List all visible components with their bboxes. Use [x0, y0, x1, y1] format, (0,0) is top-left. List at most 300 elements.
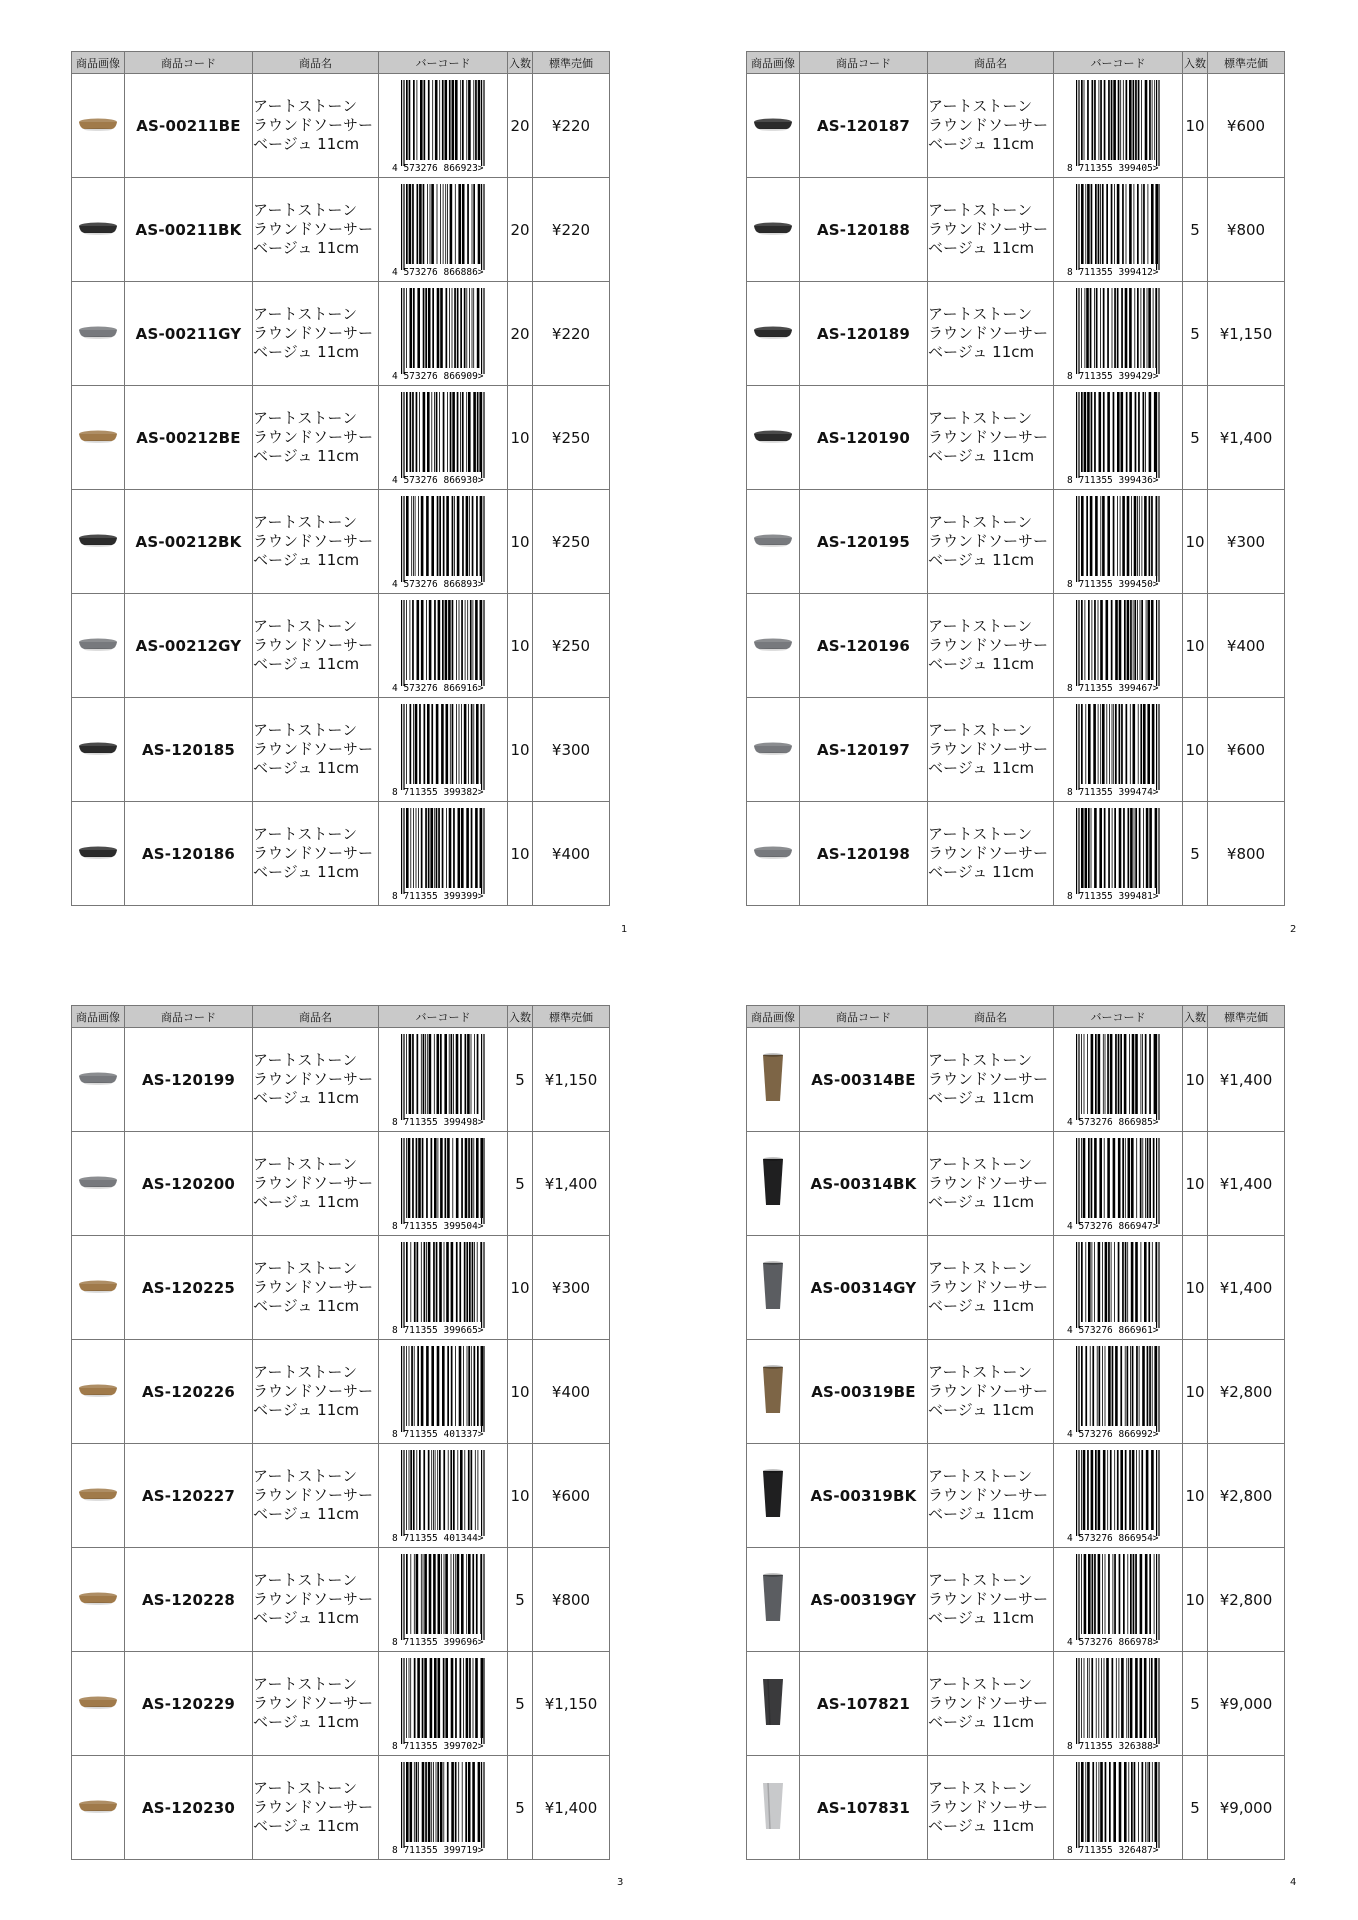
price: ¥220 — [533, 282, 610, 386]
barcode-number: 4 573276 866954> — [1067, 1532, 1159, 1544]
product-name-line: ラウンドソーサー — [928, 116, 1049, 134]
table-row — [72, 594, 610, 698]
saucer-black-icon — [750, 407, 796, 465]
product-name — [253, 1652, 379, 1756]
product-name — [928, 1236, 1054, 1340]
product-code: AS-107831 — [800, 1756, 928, 1860]
barcode-number: 4 573276 866923> — [392, 162, 484, 174]
product-name — [928, 178, 1054, 282]
product-image — [72, 1340, 125, 1444]
quantity: 10 — [1183, 698, 1208, 802]
product-name-line: ラウンドソーサー — [928, 740, 1049, 758]
product-name-line: ラウンドソーサー — [928, 636, 1049, 654]
price: ¥1,150 — [533, 1652, 610, 1756]
barcode-number: 8 711355 399719> — [392, 1844, 484, 1856]
product-name-line: アートストーン — [253, 1155, 358, 1173]
barcode — [379, 1236, 508, 1340]
product-name-line: アートストーン — [253, 1259, 358, 1277]
product-name-line: ラウンドソーサー — [928, 1174, 1049, 1192]
saucer-black-icon — [75, 511, 121, 569]
product-name-line: ラウンドソーサー — [928, 1694, 1049, 1712]
product-image — [72, 698, 125, 802]
product-name-line: アートストーン — [253, 513, 358, 531]
price: ¥300 — [1208, 490, 1285, 594]
product-image — [72, 282, 125, 386]
product-name-line: ラウンドソーサー — [253, 116, 374, 134]
product-name-line: ベージュ 11cm — [253, 759, 360, 777]
product-name-line: アートストーン — [928, 513, 1033, 531]
table-row — [747, 594, 1285, 698]
product-name-line: アートストーン — [928, 201, 1033, 219]
barcode — [1054, 1548, 1183, 1652]
product-name-line: アートストーン — [253, 1363, 358, 1381]
quantity: 20 — [508, 74, 533, 178]
quantity: 5 — [508, 1652, 533, 1756]
price: ¥2,800 — [1208, 1340, 1285, 1444]
column-header: 入数 — [508, 1006, 533, 1028]
product-name-line: ラウンドソーサー — [928, 1070, 1049, 1088]
product-name-line: アートストーン — [928, 1779, 1033, 1797]
product-name-line: ベージュ 11cm — [928, 655, 1035, 673]
barcode-number: 8 711355 401344> — [392, 1532, 484, 1544]
product-code: AS-120195 — [800, 490, 928, 594]
product-name-line: ラウンドソーサー — [253, 1694, 374, 1712]
price: ¥2,800 — [1208, 1444, 1285, 1548]
product-code: AS-120188 — [800, 178, 928, 282]
product-name-line: ベージュ 11cm — [928, 863, 1035, 881]
quantity: 5 — [1183, 386, 1208, 490]
barcode — [379, 802, 508, 906]
price: ¥800 — [1208, 178, 1285, 282]
column-header: 入数 — [1183, 52, 1208, 74]
barcode — [1054, 1028, 1183, 1132]
product-name-line: ベージュ 11cm — [928, 447, 1035, 465]
product-code: AS-00211GY — [125, 282, 253, 386]
product-name — [928, 1548, 1054, 1652]
barcode — [379, 698, 508, 802]
product-table — [746, 51, 1285, 906]
product-image — [72, 386, 125, 490]
product-name — [253, 802, 379, 906]
product-name-line: ラウンドソーサー — [253, 324, 374, 342]
product-name — [253, 1548, 379, 1652]
table-row — [747, 1548, 1285, 1652]
product-image — [72, 178, 125, 282]
barcode — [1054, 1444, 1183, 1548]
saucer-beige-icon — [75, 1569, 121, 1627]
barcode — [1054, 386, 1183, 490]
product-name — [253, 1132, 379, 1236]
product-name-line: アートストーン — [253, 617, 358, 635]
barcode — [1054, 698, 1183, 802]
product-name — [253, 178, 379, 282]
barcode — [379, 490, 508, 594]
barcode — [1054, 1236, 1183, 1340]
barcode-number: 4 573276 866978> — [1067, 1636, 1159, 1648]
saucer-beige-icon — [75, 1777, 121, 1835]
saucer-grey-icon — [750, 823, 796, 881]
product-table — [71, 51, 610, 906]
barcode-number: 4 573276 866985> — [1067, 1116, 1159, 1128]
price: ¥800 — [533, 1548, 610, 1652]
saucer-beige-icon — [75, 1257, 121, 1315]
product-name-line: ラウンドソーサー — [928, 1382, 1049, 1400]
barcode — [379, 282, 508, 386]
product-code: AS-00211BE — [125, 74, 253, 178]
product-name-line: ベージュ 11cm — [928, 1505, 1035, 1523]
column-header: バーコード — [379, 52, 508, 74]
product-image — [747, 1652, 800, 1756]
barcode — [1054, 594, 1183, 698]
page-number: 2 — [1290, 924, 1297, 935]
product-code: AS-120186 — [125, 802, 253, 906]
saucer-grey-icon — [750, 719, 796, 777]
product-code: AS-120227 — [125, 1444, 253, 1548]
pot-black-icon — [750, 1153, 796, 1211]
product-name — [253, 282, 379, 386]
quantity: 20 — [508, 178, 533, 282]
table-row — [747, 490, 1285, 594]
barcode-number: 8 711355 399429> — [1067, 370, 1159, 382]
table-row — [72, 1652, 610, 1756]
quantity: 5 — [508, 1028, 533, 1132]
barcode — [1054, 282, 1183, 386]
product-code: AS-00314BE — [800, 1028, 928, 1132]
barcode-number: 4 573276 866930> — [392, 474, 484, 486]
page-number: 4 — [1290, 1877, 1297, 1888]
catalog-page — [71, 51, 610, 906]
saucer-grey-icon — [750, 511, 796, 569]
quantity: 10 — [1183, 74, 1208, 178]
saucer-black-icon — [750, 95, 796, 153]
product-code: AS-120185 — [125, 698, 253, 802]
product-name-line: アートストーン — [928, 825, 1033, 843]
barcode — [1054, 1756, 1183, 1860]
barcode-number: 4 573276 866893> — [392, 578, 484, 590]
barcode — [379, 1340, 508, 1444]
product-code: AS-120226 — [125, 1340, 253, 1444]
table-row — [747, 1028, 1285, 1132]
saucer-beige-icon — [75, 1465, 121, 1523]
product-image — [72, 74, 125, 178]
saucer-black-icon — [750, 303, 796, 361]
product-name — [928, 1444, 1054, 1548]
product-name-line: アートストーン — [928, 721, 1033, 739]
table-row — [747, 1132, 1285, 1236]
header-row — [72, 1006, 610, 1028]
product-name-line: ベージュ 11cm — [928, 1401, 1035, 1419]
product-name-line: ベージュ 11cm — [253, 1401, 360, 1419]
price: ¥400 — [533, 1340, 610, 1444]
price: ¥220 — [533, 178, 610, 282]
column-header: 商品画像 — [747, 52, 800, 74]
column-header: 標準売価 — [1208, 1006, 1285, 1028]
saucer-beige-icon — [75, 407, 121, 465]
barcode — [1054, 1652, 1183, 1756]
product-name — [253, 74, 379, 178]
product-name — [253, 698, 379, 802]
saucer-black-icon — [750, 199, 796, 257]
product-code: AS-00314GY — [800, 1236, 928, 1340]
product-code: AS-120187 — [800, 74, 928, 178]
barcode — [379, 1444, 508, 1548]
product-name-line: アートストーン — [253, 1675, 358, 1693]
product-name-line: ラウンドソーサー — [253, 1070, 374, 1088]
product-image — [72, 802, 125, 906]
quantity: 5 — [1183, 1652, 1208, 1756]
product-name-line: アートストーン — [253, 1051, 358, 1069]
product-name-line: ベージュ 11cm — [928, 1089, 1035, 1107]
saucer-black-icon — [75, 719, 121, 777]
product-code: AS-120230 — [125, 1756, 253, 1860]
product-name-line: アートストーン — [253, 721, 358, 739]
pot-grey-icon — [750, 1569, 796, 1627]
barcode — [379, 386, 508, 490]
product-name — [928, 594, 1054, 698]
product-name-line: アートストーン — [253, 409, 358, 427]
product-name-line: ベージュ 11cm — [928, 551, 1035, 569]
product-image — [747, 698, 800, 802]
product-name-line: ベージュ 11cm — [253, 1089, 360, 1107]
price: ¥1,400 — [1208, 1132, 1285, 1236]
product-code: AS-00314BK — [800, 1132, 928, 1236]
product-code: AS-120200 — [125, 1132, 253, 1236]
product-name-line: ラウンドソーサー — [928, 844, 1049, 862]
saucer-black-icon — [75, 823, 121, 881]
saucer-black-icon — [75, 199, 121, 257]
product-name-line: ベージュ 11cm — [253, 655, 360, 673]
price: ¥9,000 — [1208, 1756, 1285, 1860]
barcode-number: 8 711355 399696> — [392, 1636, 484, 1648]
product-code: AS-00212BK — [125, 490, 253, 594]
product-image — [72, 1132, 125, 1236]
table-row — [72, 282, 610, 386]
product-name-line: ラウンドソーサー — [253, 740, 374, 758]
product-code: AS-107821 — [800, 1652, 928, 1756]
product-code: AS-120199 — [125, 1028, 253, 1132]
quantity: 10 — [1183, 594, 1208, 698]
product-name-line: ラウンドソーサー — [928, 1798, 1049, 1816]
barcode-number: 8 711355 399665> — [392, 1324, 484, 1336]
header-row — [747, 52, 1285, 74]
barcode — [379, 1756, 508, 1860]
column-header: 商品名 — [928, 52, 1054, 74]
page-number: 1 — [621, 924, 628, 935]
product-image — [72, 490, 125, 594]
price: ¥1,400 — [533, 1132, 610, 1236]
product-code: AS-00212BE — [125, 386, 253, 490]
quantity: 5 — [508, 1132, 533, 1236]
quantity: 5 — [508, 1548, 533, 1652]
product-name-line: ベージュ 11cm — [253, 447, 360, 465]
product-name-line: ラウンドソーサー — [253, 1382, 374, 1400]
page-number: 3 — [617, 1877, 624, 1888]
table-row — [72, 178, 610, 282]
product-code: AS-120197 — [800, 698, 928, 802]
table-row — [72, 490, 610, 594]
barcode-number: 8 711355 326487> — [1067, 1844, 1159, 1856]
column-header: 入数 — [1183, 1006, 1208, 1028]
price: ¥1,400 — [1208, 1236, 1285, 1340]
quantity: 10 — [1183, 1132, 1208, 1236]
column-header: 商品コード — [800, 52, 928, 74]
price: ¥1,400 — [1208, 1028, 1285, 1132]
product-image — [72, 1236, 125, 1340]
table-row — [72, 698, 610, 802]
product-name-line: ラウンドソーサー — [253, 428, 374, 446]
product-name-line: アートストーン — [928, 97, 1033, 115]
price: ¥250 — [533, 386, 610, 490]
product-name-line: ラウンドソーサー — [253, 532, 374, 550]
quantity: 5 — [1183, 178, 1208, 282]
price: ¥220 — [533, 74, 610, 178]
column-header: バーコード — [379, 1006, 508, 1028]
column-header: 商品コード — [800, 1006, 928, 1028]
barcode — [1054, 74, 1183, 178]
product-name-line: ラウンドソーサー — [253, 1590, 374, 1608]
product-name — [928, 698, 1054, 802]
product-name-line: アートストーン — [253, 1467, 358, 1485]
header-row — [72, 52, 610, 74]
barcode — [1054, 490, 1183, 594]
saucer-grey-icon — [75, 1049, 121, 1107]
column-header: 標準売価 — [533, 1006, 610, 1028]
product-name-line: ラウンドソーサー — [928, 324, 1049, 342]
product-code: AS-120225 — [125, 1236, 253, 1340]
product-name-line: ベージュ 11cm — [928, 1713, 1035, 1731]
product-image — [747, 1444, 800, 1548]
product-code: AS-00319GY — [800, 1548, 928, 1652]
product-name — [253, 1444, 379, 1548]
quantity: 20 — [508, 282, 533, 386]
product-image — [747, 802, 800, 906]
barcode — [1054, 1340, 1183, 1444]
pot-square-dark-icon — [750, 1673, 796, 1731]
product-name-line: ベージュ 11cm — [253, 1193, 360, 1211]
table-row — [72, 386, 610, 490]
price: ¥250 — [533, 594, 610, 698]
product-table — [71, 1005, 610, 1860]
product-name-line: アートストーン — [253, 1779, 358, 1797]
product-image — [747, 282, 800, 386]
product-name-line: アートストーン — [928, 305, 1033, 323]
barcode-number: 8 711355 399382> — [392, 786, 484, 798]
product-name-line: アートストーン — [928, 1363, 1033, 1381]
barcode-number: 4 573276 866909> — [392, 370, 484, 382]
quantity: 10 — [1183, 490, 1208, 594]
barcode-number: 4 573276 866947> — [1067, 1220, 1159, 1232]
product-name-line: ベージュ 11cm — [928, 135, 1035, 153]
price: ¥250 — [533, 490, 610, 594]
barcode-number: 8 711355 401337> — [392, 1428, 484, 1440]
column-header: 商品コード — [125, 1006, 253, 1028]
barcode-number: 8 711355 399498> — [392, 1116, 484, 1128]
product-name — [928, 1756, 1054, 1860]
table-row — [747, 698, 1285, 802]
pot-black-icon — [750, 1465, 796, 1523]
product-name — [928, 802, 1054, 906]
quantity: 10 — [508, 1340, 533, 1444]
barcode — [379, 1652, 508, 1756]
product-name-line: アートストーン — [253, 305, 358, 323]
table-row — [72, 1236, 610, 1340]
product-name-line: ベージュ 11cm — [253, 1817, 360, 1835]
quantity: 5 — [1183, 282, 1208, 386]
table-row — [72, 74, 610, 178]
column-header: 標準売価 — [533, 52, 610, 74]
product-code: AS-00319BE — [800, 1340, 928, 1444]
pot-beige-icon — [750, 1049, 796, 1107]
price: ¥1,150 — [533, 1028, 610, 1132]
product-code: AS-00211BK — [125, 178, 253, 282]
product-name-line: ラウンドソーサー — [928, 1278, 1049, 1296]
table-row — [747, 1652, 1285, 1756]
column-header: バーコード — [1054, 1006, 1183, 1028]
price: ¥300 — [533, 1236, 610, 1340]
product-name-line: ベージュ 11cm — [253, 1297, 360, 1315]
product-name-line: ベージュ 11cm — [253, 1713, 360, 1731]
product-name — [928, 1652, 1054, 1756]
product-name-line: ラウンドソーサー — [253, 220, 374, 238]
barcode-number: 8 711355 399702> — [392, 1740, 484, 1752]
product-name-line: ラウンドソーサー — [928, 1590, 1049, 1608]
barcode-number: 8 711355 399450> — [1067, 578, 1159, 590]
product-name-line: ラウンドソーサー — [253, 1486, 374, 1504]
quantity: 5 — [1183, 802, 1208, 906]
price: ¥600 — [1208, 698, 1285, 802]
product-name — [928, 1132, 1054, 1236]
barcode — [379, 1028, 508, 1132]
column-header: 商品名 — [928, 1006, 1054, 1028]
product-name-line: ラウンドソーサー — [928, 1486, 1049, 1504]
product-name-line: ベージュ 11cm — [928, 343, 1035, 361]
product-code: AS-120196 — [800, 594, 928, 698]
price: ¥1,150 — [1208, 282, 1285, 386]
barcode-number: 8 711355 399436> — [1067, 474, 1159, 486]
product-name-line: ベージュ 11cm — [253, 135, 360, 153]
product-name — [253, 490, 379, 594]
product-table — [746, 1005, 1285, 1860]
product-image — [72, 1028, 125, 1132]
product-name-line: アートストーン — [928, 409, 1033, 427]
column-header: バーコード — [1054, 52, 1183, 74]
product-image — [747, 490, 800, 594]
pot-square-light-icon — [750, 1777, 796, 1835]
product-name — [928, 490, 1054, 594]
column-header: 商品名 — [253, 52, 379, 74]
product-code: AS-120229 — [125, 1652, 253, 1756]
price: ¥400 — [1208, 594, 1285, 698]
product-image — [747, 1236, 800, 1340]
product-name-line: ラウンドソーサー — [253, 844, 374, 862]
product-name-line: ベージュ 11cm — [253, 551, 360, 569]
product-name-line: ベージュ 11cm — [253, 239, 360, 257]
product-code: AS-00212GY — [125, 594, 253, 698]
quantity: 10 — [508, 386, 533, 490]
quantity: 10 — [1183, 1444, 1208, 1548]
column-header: 商品画像 — [747, 1006, 800, 1028]
barcode — [1054, 802, 1183, 906]
price: ¥600 — [1208, 74, 1285, 178]
product-image — [72, 1548, 125, 1652]
product-code: AS-120228 — [125, 1548, 253, 1652]
header-row — [747, 1006, 1285, 1028]
product-image — [747, 1340, 800, 1444]
product-name — [253, 594, 379, 698]
product-name-line: ラウンドソーサー — [253, 1174, 374, 1192]
price: ¥1,400 — [533, 1756, 610, 1860]
quantity: 10 — [1183, 1548, 1208, 1652]
